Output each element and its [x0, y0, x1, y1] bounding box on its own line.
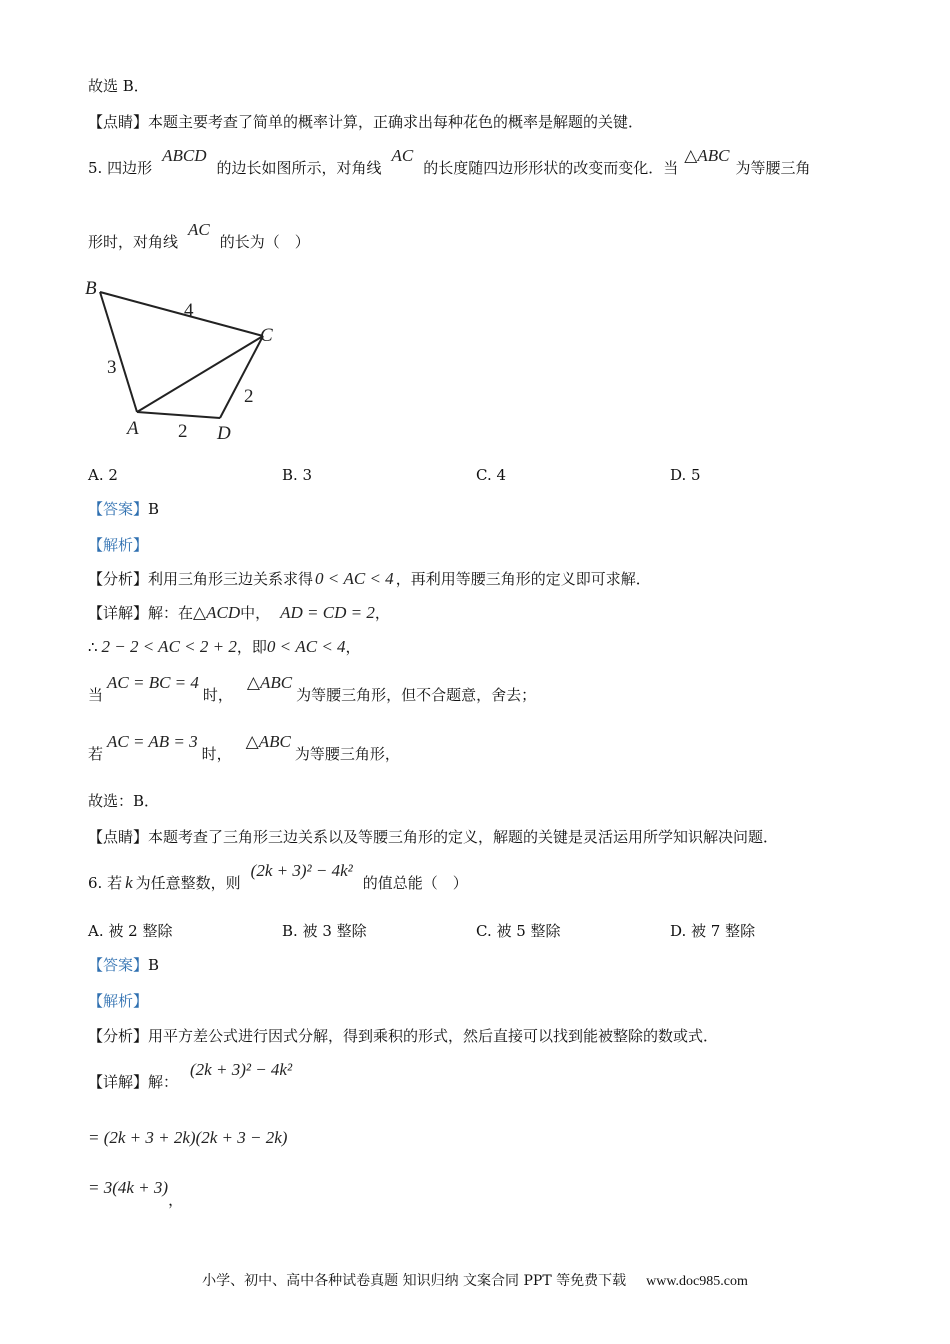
- vertex-d: D: [217, 423, 231, 444]
- q6-option-d: D. 被 7 整除: [670, 922, 756, 940]
- q5-detail-2: ∴ 2 − 2 < AC < 2 + 2，即0 < AC < 4，: [88, 637, 361, 656]
- q6-option-b: B. 被 3 整除: [282, 922, 367, 940]
- q6-detail-1: 【详解】解：(2k + 3)² − 4k²: [88, 1060, 293, 1091]
- q6-step-1: = (2k + 3 + 2k)(2k + 3 − 2k): [88, 1128, 288, 1147]
- vertex-a: A: [127, 418, 139, 439]
- q5-detail-1: 【详解】解：在△ACD中， AD = CD = 2，: [88, 603, 390, 622]
- q5-option-a: A. 2: [88, 466, 118, 484]
- q6-step-2: = 3(4k + 3)，: [88, 1178, 184, 1209]
- line-comment-prev: 【点睛】本题主要考查了简单的概率计算，正确求出每种花色的概率是解题的关键．: [88, 113, 644, 131]
- edge-ad: [137, 412, 220, 418]
- question-5-line1: 5. 四边形ABCD的边长如图所示，对角线AC的长度随四边形形状的改变而变化．当△ABC为等腰三角: [88, 146, 811, 177]
- q5-analysis-heading: 【解析】: [88, 536, 149, 554]
- page-footer: [0, 1270, 950, 1290]
- q6-analysis: 【分析】用平方差公式进行因式分解，得到乘积的形式，然后直接可以找到能被整除的数或式．: [88, 1027, 719, 1045]
- question-5-line2: 形时，对角线AC的长为（ ）: [88, 220, 310, 251]
- edge-ba: [100, 292, 137, 412]
- vertex-c: C: [260, 325, 273, 346]
- label-ad: 2: [178, 421, 188, 442]
- q6-answer: 【答案】B: [88, 956, 160, 974]
- label-dc: 2: [244, 386, 254, 407]
- q5-choose: 故选：B．: [88, 792, 160, 810]
- line-choose-b: 故选 B．: [88, 77, 149, 95]
- q6-option-a: A. 被 2 整除: [88, 922, 173, 940]
- q5-answer: 【答案】B: [88, 500, 160, 518]
- label-bc: 4: [184, 300, 194, 321]
- q5-detail-3: 当AC = BC = 4时，△ABC为等腰三角形，但不合题意，舍去；: [88, 673, 537, 704]
- vertex-b: B: [85, 278, 97, 299]
- q5-analysis: 【分析】利用三角形三边关系求得 0 < AC < 4 ，再利用等腰三角形的定义即可求解．: [88, 569, 651, 588]
- q6-option-c: C. 被 5 整除: [476, 922, 561, 940]
- quadrilateral-figure: [80, 272, 290, 447]
- q6-analysis-heading: 【解析】: [88, 992, 149, 1010]
- q5-option-b: B. 3: [282, 466, 313, 484]
- question-6: 6. 若 k 为任意整数，则(2k + 3)² − 4k²的值总能（ ）: [88, 861, 468, 892]
- q5-comment: 【点睛】本题考查了三角形三边关系以及等腰三角形的定义，解题的关键是灵活运用所学知识解决问题．: [88, 828, 779, 846]
- label-ab: 3: [107, 357, 117, 378]
- footer-url[interactable]: www.doc985.com: [646, 1274, 748, 1289]
- q5-detail-4: 若AC = AB = 3时，△ABC为等腰三角形，: [88, 732, 400, 763]
- footer-text: 小学、初中、高中各种试卷真题 知识归纳 文案合同 PPT 等免费下载: [202, 1273, 627, 1289]
- edge-bc: [100, 292, 263, 336]
- q5-option-c: C. 4: [476, 466, 507, 484]
- q5-option-d: D. 5: [670, 466, 701, 484]
